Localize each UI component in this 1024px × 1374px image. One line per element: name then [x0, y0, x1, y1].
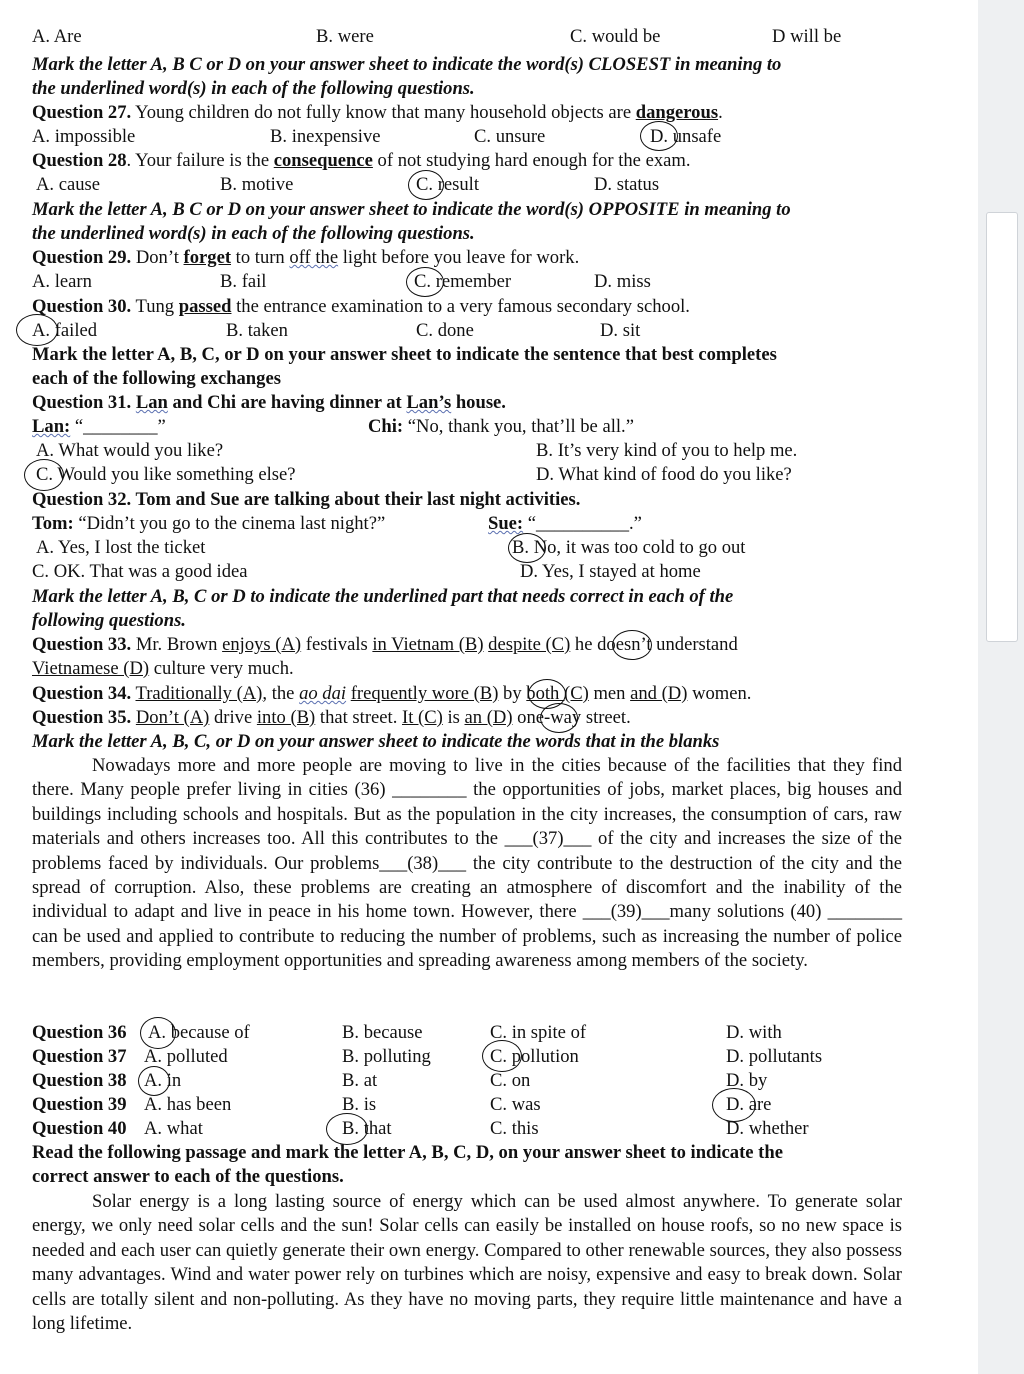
question-label: Question 35.	[32, 707, 132, 728]
speaker-chi: Chi:	[368, 416, 404, 437]
section-exchange-line2: each of the following exchanges	[32, 368, 281, 389]
question-32: Question 32. Tom and Sue are talking about their last night activities.	[32, 489, 581, 510]
option-a: A. what	[144, 1118, 203, 1139]
option-c: C. on	[490, 1070, 531, 1091]
option-b: B. No, it was too cold to go out	[512, 537, 746, 558]
question-label: Question 27.	[32, 102, 132, 123]
underlined-word: forget	[183, 247, 232, 268]
question-label: Question 39	[32, 1094, 127, 1115]
cloze-passage	[32, 754, 902, 974]
answer-circle-q27	[640, 121, 678, 151]
answer-circle-q35	[540, 703, 578, 733]
option-d: D. What kind of food do you like?	[536, 464, 792, 485]
option-d: D. pollutants	[726, 1046, 823, 1067]
question-33: Question 33. Mr. Brown enjoys (A) festivals in Vietnam (B) despite (C) he doesn’t understand	[32, 634, 738, 655]
option-c: C. done	[416, 320, 474, 341]
section-closest-line1: Mark the letter A, B C or D on your answer sheet to indicate the word(s) CLOSEST in meaning to	[32, 54, 782, 75]
option-d: D. miss	[594, 271, 651, 292]
option-b: B. at	[342, 1070, 378, 1091]
scrollbar-gutter	[978, 0, 1024, 1374]
speaker-tom: Tom:	[32, 513, 74, 534]
q26-option-b: B. were	[316, 26, 374, 47]
option-b: B. polluting	[342, 1046, 431, 1067]
answer-circle-q37	[482, 1040, 522, 1072]
answer-circle-q30	[16, 314, 58, 346]
option-d: D. whether	[726, 1118, 809, 1139]
option-b: B. because	[342, 1022, 423, 1043]
q26-option-d: D will be	[772, 26, 842, 47]
cloze-passage-text: Nowadays more and more people are moving to live in the cities because of the facilities that they find there. Many people prefer living in cities (36) ________ the opportunities of jobs, market places, big houses and buildings including schools and hospitals. But as the population in the city increases, the consumption of cars, raw materials and others increases too. All this contributes to the ___(37)___ of the city and increases the size of the problems faced by individuals. Our problems___(38)___ the city contribute to the destruction of the city and the spread of corruption. Also, these problems are creating an atmosphere of discomfort and the inability of the individual to adapt and live in peace in his home town. However, there ___(39)___many solutions (40) ________ can be used and applied to contribute to reducing the number of problems, such as increasing the number of police members, providing employment opportunities and spreading awareness among members of the society.	[32, 755, 902, 972]
question-27: Question 27. Young children do not fully know that many household objects are dangerous.	[32, 102, 723, 123]
question-30: Question 30. Tung passed the entrance examination to a very famous secondary school.	[32, 296, 690, 317]
scrollbar-thumb[interactable]	[986, 212, 1018, 642]
section-blanks-line1: Mark the letter A, B, C, or D on your answer sheet to indicate the words that in the blanks	[32, 731, 720, 752]
question-29: Question 29. Don’t forget to turn off the light before you leave for work.	[32, 247, 580, 268]
answer-circle-q38	[138, 1066, 170, 1096]
option-b: B. inexpensive	[270, 126, 381, 147]
section-closest-line2: the underlined word(s) in each of the following questions.	[32, 78, 475, 99]
speaker-lan: Lan:	[32, 416, 71, 437]
answer-circle-q39	[712, 1088, 756, 1122]
option-a: A. What would you like?	[36, 440, 224, 461]
question-28: Question 28. Your failure is the consequence of not studying hard enough for the exam.	[32, 150, 691, 171]
answer-circle-q28	[408, 170, 444, 200]
reading-passage	[32, 1190, 902, 1336]
option-d: D. with	[726, 1022, 782, 1043]
question-31: Question 31. Lan and Chi are having dinner at Lan’s house.	[32, 392, 506, 413]
option-c: C. result	[416, 174, 480, 195]
option-b: B. It’s very kind of you to help me.	[536, 440, 798, 461]
option-c: C. unsure	[474, 126, 546, 147]
question-label: Question 32.	[32, 489, 132, 510]
underlined-word: passed	[178, 296, 232, 317]
speaker-sue: Sue:	[488, 513, 524, 534]
option-a: A. polluted	[144, 1046, 228, 1067]
question-35: Question 35. Don’t (A) drive into (B) that street. It (C) is an (D) one-way street.	[32, 707, 631, 728]
section-opposite-line1: Mark the letter A, B C or D on your answer sheet to indicate the word(s) OPPOSITE in meaning to	[32, 199, 791, 220]
option-a: A. in	[144, 1070, 182, 1091]
option-c: C. pollution	[490, 1046, 579, 1067]
question-label: Question 40	[32, 1118, 127, 1139]
option-d: D. sit	[600, 320, 641, 341]
option-a: A. cause	[36, 174, 101, 195]
wavy-underlined-phrase: off the	[289, 247, 339, 268]
option-d: D. Yes, I stayed at home	[520, 561, 701, 582]
option-a: A. Yes, I lost the ticket	[36, 537, 206, 558]
underlined-word: dangerous	[635, 102, 719, 123]
option-c: C. Would you like something else?	[36, 464, 296, 485]
section-reading-line1: Read the following passage and mark the letter A, B, C, D, on your answer sheet to indicate the	[32, 1142, 783, 1163]
section-opposite-line2: the underlined word(s) in each of the following questions.	[32, 223, 475, 244]
question-label: Question 30.	[32, 296, 132, 317]
option-a: A. learn	[32, 271, 92, 292]
option-d: D. unsafe	[650, 126, 722, 147]
option-b: B. is	[342, 1094, 377, 1115]
question-34: Question 34. Traditionally (A), the ao dai frequently wore (B) by both (C) men and (D) women.	[32, 683, 752, 704]
section-reading-line2: correct answer to each of the questions.	[32, 1166, 344, 1187]
option-b: B. taken	[226, 320, 288, 341]
option-c: C. in spite of	[490, 1022, 587, 1043]
section-error-line1: Mark the letter A, B, C or D to indicate the underlined part that needs correct in each of the	[32, 586, 734, 607]
question-label: Question 37	[32, 1046, 127, 1067]
option-c: C. this	[490, 1118, 539, 1139]
q26-option-c: C. would be	[570, 26, 661, 47]
option-a: A. has been	[144, 1094, 232, 1115]
option-d: D. are	[726, 1094, 772, 1115]
reading-passage-text: Solar energy is a long lasting source of energy which can be used almost anywhere. To generate solar energy, we only need solar cells and the sun! Solar cells can easily be installed on house roofs, so no new space is needed and each user can quietly generate their own energy. Compared to other renewable sources, they also possess many advantages. Wind and water power rely on turbines which are noisy, expensive and easy to break down. Solar cells are totally silent and non-polluting. As they have no moving parts, they require little maintenance and have a long lifetime.	[32, 1191, 902, 1335]
question-label: Question 36	[32, 1022, 127, 1043]
question-33-cont: Vietnamese (D) culture very much.	[32, 658, 294, 679]
underlined-word: consequence	[273, 150, 373, 171]
option-d: D. status	[594, 174, 660, 195]
option-b: B. that	[342, 1118, 392, 1139]
option-d: D. by	[726, 1070, 768, 1091]
question-label: Question 29.	[32, 247, 132, 268]
answer-circle-q32	[508, 533, 546, 563]
option-b: B. fail	[220, 271, 267, 292]
option-c: C. remember	[414, 271, 512, 292]
option-b: B. motive	[220, 174, 294, 195]
question-label: Question 33.	[32, 634, 132, 655]
question-label: Question 38	[32, 1070, 127, 1091]
option-a: A. because of	[148, 1022, 250, 1043]
answer-circle-q36	[140, 1017, 176, 1049]
option-c: C. was	[490, 1094, 541, 1115]
option-c: C. OK. That was a good idea	[32, 561, 248, 582]
document-page: A. Are B. were C. would be D will be Mark the letter A, B C or D on your answer sheet to indicate the word(s) CLOSEST in meaning to the underlined word(s) in each of the following questions. Question 27. Young children do not fully know that many household objects are dangerous. A. impossible B. inexpensive C. unsure D. unsafe Question 28. Your failure is the consequence of not studying hard enough for the exam. A. cause B. motive C. result D. status Mark the letter A, B C or D on your answer sheet to indicate the word(s) OPPOSITE in meaning to the underlined word(s) in each of the following questions. Question 29. Don’t forget to turn off the light before you leave for work. A. learn B. fail C. remember D. miss Question 30. Tung passed the entrance examination to a very famous secondary school. A. failed B. taken C. done D. sit Mark the letter A, B, C, or D on your answer sheet to indicate the sentence that best completes each of the following exchanges Question 31. Lan and Chi are having dinner at Lan’s house. Lan: “________” Chi: “No, thank you, that’ll be all.” A. What would you like? B. It’s very kind of you to help me. C. Would you like something else? D. What kind of food do you like? Question 32. Tom and Sue are talking about their last night activities. Tom: “Didn’t you go to the cinema last night?” Sue: “__________.” A. Yes, I lost the ticket B. No, it was too cold to go out C. OK. That was a good idea D. Yes, I stayed at home Mark the letter A, B, C or D to indicate the underlined part that needs correct in each of the following questions. Question 33. Mr. Brown enjoys (A) festivals in Vietnam (B) despite (C) he doesn’t understand Vietnamese (D) culture very much. Question 34. Traditionally (A), the ao dai frequently wore (B) by both (C) men and (D) women. Question 35. Don’t (A) drive into (B) that street. It (C) is an (D) one-way street. Mark the letter A, B, C, or D on your answer sheet to indicate the words that in the blanks Nowadays more and more people are moving to live in the cities because of the facilities that they find there. Many people prefer living in cities (36) ________ the opportunities of jobs, market places, big houses and buildings including schools and hospitals. But as the population in the city increases, the consumption of cars, raw materials and others increases too. All this contributes to the ___(37)___ of the city and increases the size of the problems faced by individuals. Our problems___(38)___ the city contribute to the destruction of the city and the spread of corruption. Also, these problems are creating an atmosphere of discomfort and the inability of the individual to adapt and live in peace in his home town. However, there ___(39)___many solutions (40) ________ can be used and applied to contribute to reducing the number of problems, such as increasing the number of police members, providing employment opportunities and spreading awareness among members of the society. Question 36 A. because of B. because C. in spite of D. with Question 37 A. polluted B. polluting C. pollution D. pollutants Question 38 A. in B. at C. on D. by Question 39 A. has been B. is C. was D. are Question 40 A. what B. that C. this D. whether Read the following passage and mark the letter A, B, C, D, on your answer sheet to indicate the correct answer to each of the questions. Solar energy is a long lasting source of energy which can be used almost anywhere. To generate solar energy, we only need solar cells and the sun! Solar cells can easily be installed on house roofs, so no new space is needed and each user can quietly generate their own energy. Compared to other renewable sources, they also possess many advantages. Wind and water power rely on turbines which are noisy, expensive and easy to break down. Solar cells are totally silent and non-polluting. As they have no moving parts, they require little maintenance and have a long lifetime.	[0, 0, 978, 1374]
answer-circle-q31	[24, 459, 64, 491]
question-label: Question 34.	[32, 683, 132, 704]
answer-circle-q33	[612, 630, 652, 660]
option-a: A. impossible	[32, 126, 136, 147]
section-error-line2: following questions.	[32, 610, 186, 631]
answer-circle-q40	[326, 1113, 368, 1145]
answer-circle-q29	[406, 267, 444, 297]
question-label: Question 31.	[32, 392, 132, 413]
option-a: A. failed	[32, 320, 98, 341]
section-exchange-line1: Mark the letter A, B, C, or D on your answer sheet to indicate the sentence that best completes	[32, 344, 777, 365]
question-label: Question 28	[32, 150, 127, 171]
q26-option-a: A. Are	[32, 26, 82, 47]
